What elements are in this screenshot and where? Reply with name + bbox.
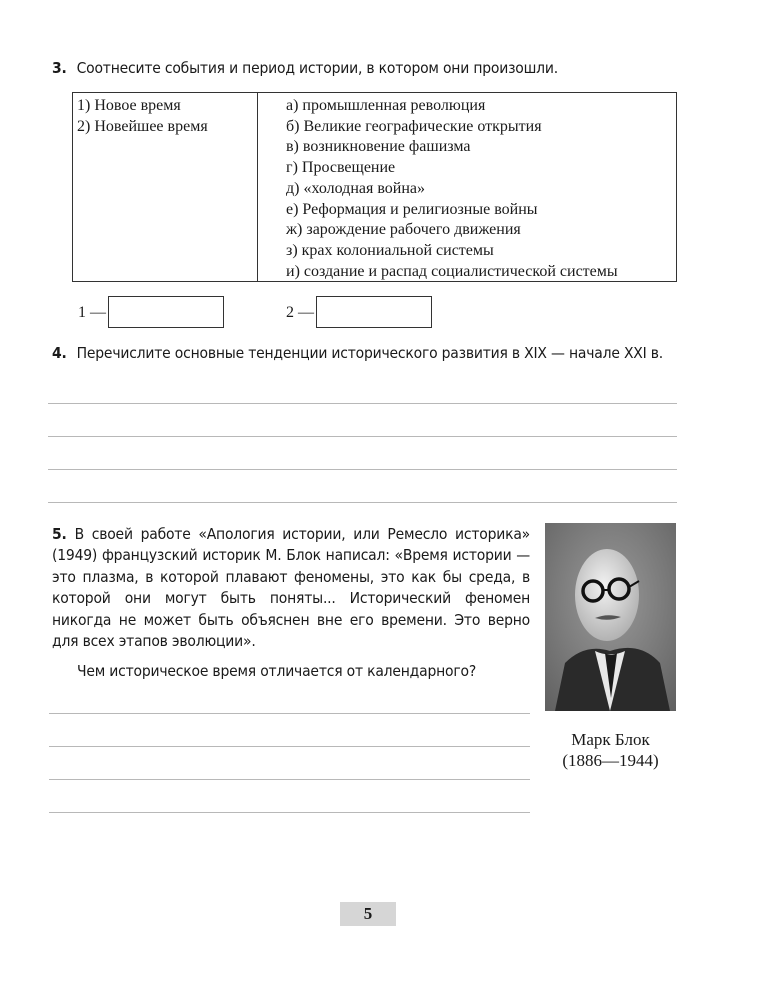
answer-line[interactable] xyxy=(49,746,530,747)
question-number: 3. xyxy=(52,59,67,77)
event-item: б) Великие географические открытия xyxy=(286,117,542,135)
question-text: В своей работе «Апология истории, или Ремесло историка» (1949) французский историк М. Блок написал: «Время истории — это плазма, в которой плавают феномены, это как бы среда, в которой они могут быть поняты... Исторический феномен никогда не может быть объяснен вне его времени. Это верно для всех этапов эволюции». xyxy=(52,525,530,651)
answer-line[interactable] xyxy=(48,502,677,503)
period-item: 1) Новое время xyxy=(77,97,181,114)
event-item: ж) зарождение рабочего движения xyxy=(286,221,521,239)
portrait-illustration xyxy=(545,523,676,711)
event-item: и) создание и распад социалистической системы xyxy=(286,262,618,280)
question-5-text xyxy=(52,524,530,652)
question-5-prompt: Чем историческое время отличается от календарного? xyxy=(77,662,477,680)
answer-line[interactable] xyxy=(48,469,677,470)
events-column xyxy=(286,96,618,282)
answer-label: 2 — xyxy=(286,304,314,321)
table-divider xyxy=(257,93,258,281)
portrait-caption-years: (1886—1944) xyxy=(562,751,659,770)
matching-table xyxy=(72,92,677,282)
event-item: е) Реформация и религиозные войны xyxy=(286,200,538,218)
event-item: д) «холодная война» xyxy=(286,179,426,197)
portrait-image xyxy=(545,523,676,711)
page-number: 5 xyxy=(340,902,396,926)
answer-line[interactable] xyxy=(49,779,530,780)
question-text: Перечислите основные тенденции исторического развития в XIX — начале XXI в. xyxy=(76,344,664,362)
event-item: з) крах колониальной системы xyxy=(286,241,494,259)
question-4-heading xyxy=(52,343,663,363)
question-number: 4. xyxy=(52,344,67,362)
event-item: а) промышленная революция xyxy=(286,97,486,114)
portrait-caption-name: Марк Блок xyxy=(571,730,650,749)
event-item: г) Просвещение xyxy=(286,159,396,177)
period-item: 2) Новейшее время xyxy=(77,117,208,135)
question-3-heading xyxy=(52,58,558,78)
event-item: в) возникновение фашизма xyxy=(286,138,471,156)
answer-box-2[interactable] xyxy=(316,296,432,328)
answer-line[interactable] xyxy=(49,812,530,813)
answer-label: 1 — xyxy=(78,304,106,321)
question-text: Соотнесите события и период истории, в котором они произошли. xyxy=(76,59,558,77)
answer-line[interactable] xyxy=(48,436,677,437)
answer-line[interactable] xyxy=(48,403,677,404)
answer-line[interactable] xyxy=(49,713,530,714)
periods-column xyxy=(77,96,208,137)
question-number: 5. xyxy=(52,525,67,543)
answer-box-1[interactable] xyxy=(108,296,224,328)
